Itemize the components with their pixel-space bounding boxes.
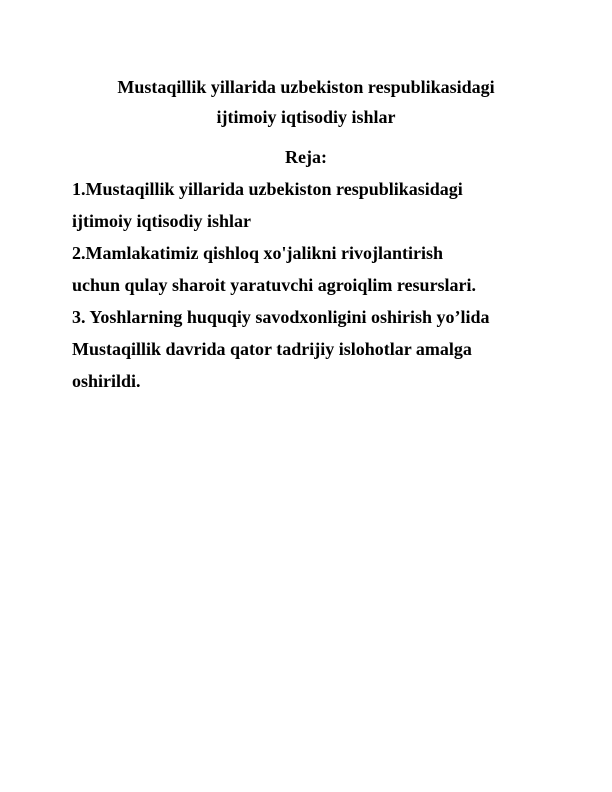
plan-line-1: 1.Mustaqillik yillarida uzbekiston respublikasidagi — [72, 179, 463, 199]
plan-line-7: oshirildi. — [72, 371, 141, 391]
document-title-line-1: Mustaqillik yillarida uzbekiston respublikasidagi — [117, 77, 495, 97]
document-title-line-2: ijtimoiy iqtisodiy ishlar — [216, 107, 396, 127]
plan-line-3: 2.Mamlakatimiz qishloq xo'jalikni rivojlantirish — [72, 243, 444, 263]
plan-heading: Reja: — [285, 147, 327, 167]
plan-line-5: 3. Yoshlarning huquqiy savodxonligini oshirish yo’lida — [72, 307, 490, 327]
plan-line-2: ijtimoiy iqtisodiy ishlar — [72, 211, 252, 231]
plan-line-6: Mustaqillik davrida qator tadrijiy islohotlar amalga — [72, 339, 472, 359]
plan-line-4: uchun qulay sharoit yaratuvchi agroiqlim resurslari. — [72, 275, 477, 295]
